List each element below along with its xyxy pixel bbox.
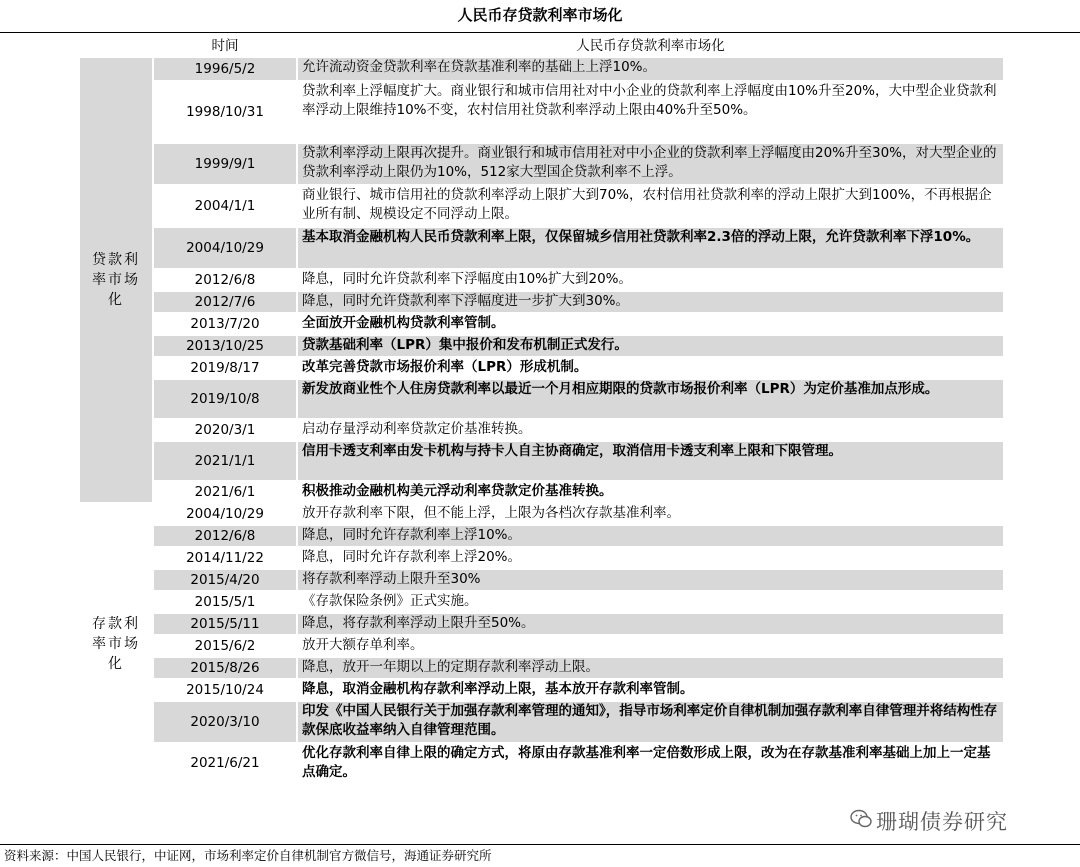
date-cell: 2020/3/1 [153, 419, 297, 441]
date-cell: 2012/6/8 [153, 269, 297, 291]
date-cell: 2021/6/21 [153, 743, 297, 783]
description-cell: 降息，放开一年期以上的定期存款利率浮动上限。 [297, 657, 1003, 679]
table-row [79, 591, 1003, 613]
description-cell: 《存款保险条例》正式实施。 [297, 591, 1003, 613]
description-cell: 积极推动金融机构美元浮动利率贷款定价基准转换。 [297, 481, 1003, 503]
description-cell: 降息，取消金融机构存款利率浮动上限，基本放开存款利率管制。 [297, 679, 1003, 701]
header-time: 时间 [153, 36, 297, 57]
table-row [79, 185, 1003, 227]
table-row [79, 227, 1003, 269]
date-cell: 2021/6/1 [153, 481, 297, 503]
deposit-category-cell [79, 503, 153, 783]
description-cell: 降息，同时允许存款利率上浮10%。 [297, 525, 1003, 547]
table-row [79, 481, 1003, 503]
date-cell: 2004/1/1 [153, 185, 297, 227]
table-row [79, 335, 1003, 357]
date-cell: 2012/6/8 [153, 525, 297, 547]
date-cell: 2015/4/20 [153, 569, 297, 591]
description-cell: 贷款基础利率（LPR）集中报价和发布机制正式发行。 [297, 335, 1003, 357]
description-cell: 新发放商业性个人住房贷款利率以最近一个月相应期限的贷款市场报价利率（LPR）为定价基准加点形成。 [297, 379, 1003, 419]
table-row [79, 143, 1003, 185]
table-row [79, 635, 1003, 657]
description-cell: 信用卡透支利率由发卡机构与持卡人自主协商确定，取消信用卡透支利率上限和下限管理。 [297, 441, 1003, 481]
description-cell: 允许流动资金贷款利率在贷款基准利率的基础上上浮10%。 [297, 57, 1003, 81]
date-cell: 1996/5/2 [153, 57, 297, 81]
category-label: 贷款利 [92, 252, 140, 268]
date-cell: 2015/10/24 [153, 679, 297, 701]
table-row [79, 269, 1003, 291]
table-row [79, 525, 1003, 547]
description-cell: 商业银行、城市信用社的贷款利率浮动上限扩大到70%，农村信用社贷款利率的浮动上限扩大到100%，不再根据企业所有制、规模设定不同浮动上限。 [297, 185, 1003, 227]
description-cell: 将存款利率浮动上限升至30% [297, 569, 1003, 591]
date-cell: 2019/8/17 [153, 357, 297, 379]
category-label: 化 [108, 292, 124, 308]
date-cell: 2012/7/6 [153, 291, 297, 313]
date-cell: 2015/5/11 [153, 613, 297, 635]
table-title: 人民币存贷款利率市场化 [457, 6, 623, 24]
description-cell: 降息，将存款利率浮动上限升至50%。 [297, 613, 1003, 635]
description-cell: 贷款利率浮动上限再次提升。商业银行和城市信用社对中小企业的贷款利率上浮幅度由20%升至30%，对大型企业的贷款利率浮动上限仍为10%，512家大型国企贷款利率不上浮。 [297, 143, 1003, 185]
description-cell: 启动存量浮动利率贷款定价基准转换。 [297, 419, 1003, 441]
date-cell: 2013/7/20 [153, 313, 297, 335]
description-cell: 降息，同时允许贷款利率下浮幅度进一步扩大到30%。 [297, 291, 1003, 313]
table-row [79, 57, 1003, 81]
description-cell: 改革完善贷款市场报价利率（LPR）形成机制。 [297, 357, 1003, 379]
table-row [79, 357, 1003, 379]
bottom-rule [0, 844, 1080, 845]
table-row [79, 547, 1003, 569]
date-cell: 2004/10/29 [153, 503, 297, 525]
description-cell: 全面放开金融机构贷款利率管制。 [297, 313, 1003, 335]
date-cell: 2020/3/10 [153, 701, 297, 743]
date-cell: 2015/6/2 [153, 635, 297, 657]
table-row [79, 419, 1003, 441]
category-label: 化 [108, 655, 124, 672]
table-row [79, 657, 1003, 679]
date-cell: 2014/11/22 [153, 547, 297, 569]
wechat-icon [850, 809, 872, 829]
description-cell: 降息，同时允许存款利率上浮20%。 [297, 547, 1003, 569]
table-row [79, 503, 1003, 525]
description-cell: 放开大额存单利率。 [297, 635, 1003, 657]
description-cell: 优化存款利率自律上限的确定方式，将原由存款基准利率一定倍数形成上限，改为在存款基准利率基础上加上一定基点确定。 [297, 743, 1003, 783]
table-row [79, 379, 1003, 419]
source-note: 资料来源：中国人民银行，中证网，市场利率定价自律机制官方微信号，海通证券研究所 [4, 848, 492, 863]
category-label: 存款利 [92, 615, 140, 632]
date-cell: 2015/8/26 [153, 657, 297, 679]
category-label: 率市场 [92, 272, 140, 288]
description-cell: 放开存款利率下限，但不能上浮，上限为各档次存款基准利率。 [297, 503, 1003, 525]
top-rule [0, 32, 1080, 33]
description-cell: 贷款利率上浮幅度扩大。商业银行和城市信用社对中小企业的贷款利率上浮幅度由10%升至20%，大中型企业贷款利率浮动上限维持10%不变，农村信用社贷款利率浮动上限由40%升至50%。 [297, 81, 1003, 143]
date-cell: 1998/10/31 [153, 81, 297, 143]
date-cell: 2021/1/1 [153, 441, 297, 481]
date-cell: 1999/9/1 [153, 143, 297, 185]
table-row [79, 613, 1003, 635]
header-description: 人民币存贷款利率市场化 [297, 36, 1003, 57]
table-row [79, 679, 1003, 701]
table-row [79, 743, 1003, 783]
rate-table [78, 36, 1003, 783]
header-row [79, 36, 1003, 57]
table-row [79, 701, 1003, 743]
table-row [79, 291, 1003, 313]
header-category [79, 36, 153, 57]
table-row [79, 81, 1003, 143]
table-row [79, 313, 1003, 335]
date-cell: 2015/5/1 [153, 591, 297, 613]
loan-category-cell [79, 57, 153, 503]
date-cell: 2019/10/8 [153, 379, 297, 419]
date-cell: 2013/10/25 [153, 335, 297, 357]
description-cell: 印发《中国人民银行关于加强存款利率管理的通知》，指导市场利率定价自律机制加强存款利率自律管理并将结构性存款保底收益率纳入自律管理范围。 [297, 701, 1003, 743]
table-row [79, 569, 1003, 591]
description-cell: 基本取消金融机构人民币贷款利率上限，仅保留城乡信用社贷款利率2.3倍的浮动上限，允许贷款利率下浮10%。 [297, 227, 1003, 269]
table-row [79, 441, 1003, 481]
watermark: 珊瑚债券研究 [876, 810, 1008, 834]
description-cell: 降息，同时允许贷款利率下浮幅度由10%扩大到20%。 [297, 269, 1003, 291]
category-label: 率市场 [92, 635, 140, 652]
date-cell: 2004/10/29 [153, 227, 297, 269]
